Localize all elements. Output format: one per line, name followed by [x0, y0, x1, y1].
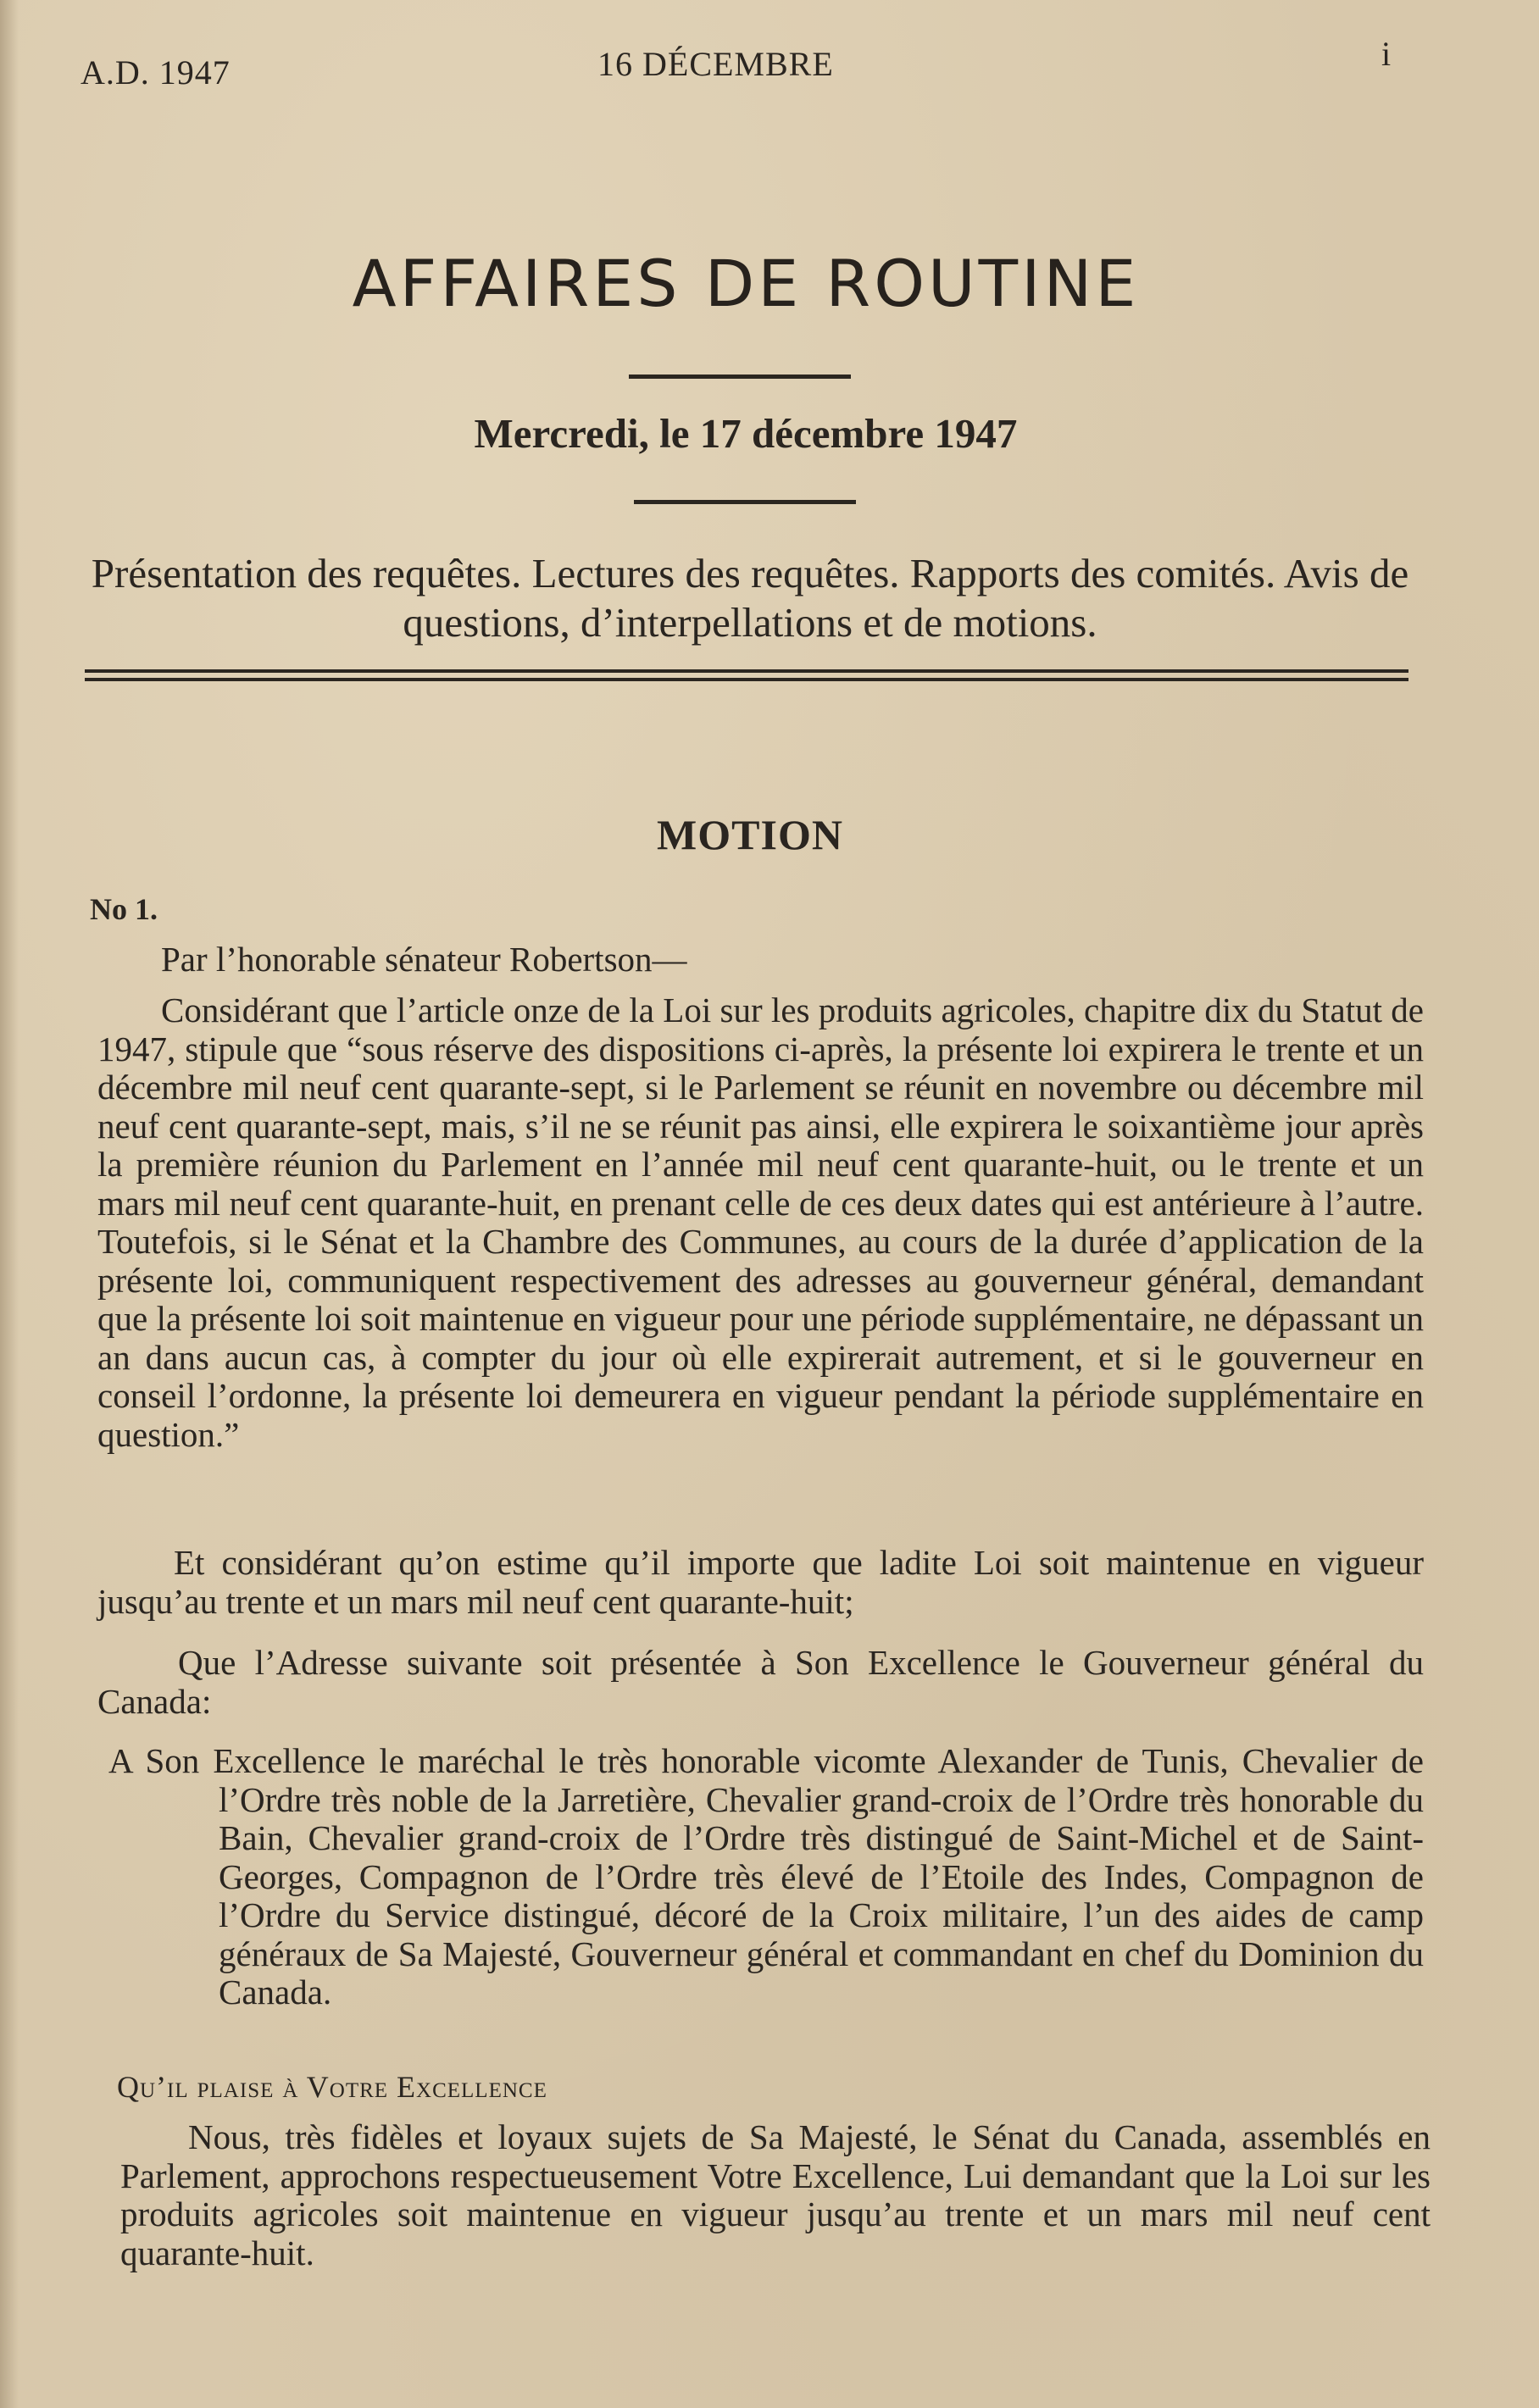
plaise-heading: Qu’il plaise à Votre Excellence	[117, 2070, 547, 2104]
header-year: A.D. 1947	[81, 53, 231, 92]
order-summary: Présentation des requêtes. Lectures des requêtes. Rapports des comités. Avis de questions, d’interpellations et de motions.	[91, 550, 1409, 646]
address-paragraph: A Son Excellence le maréchal le très honorable vicomte Alexander de Tunis, Chevalier de l’Ordre très noble de la Jarretière, Chevalier grand-croix de l’Ordre très honorable du Bain, Chevalier grand-croix de l’Ordre très distingué de Saint-Michel et de Saint-Georges, Compagnon de l’Ordre très élevé de l’Etoile des Indes, Compagnon de l’Ordre du Service distingué, décoré de la Croix militaire, l’un des aides de camp généraux de Sa Majesté, Gouverneur général et commandant en chef du Dominion du Canada.	[108, 1741, 1424, 2011]
considerant-paragraph: Considérant que l’article onze de la Loi sur les produits agricoles, chapitre dix du Statut de 1947, stipule que “sous réserve des dispositions ci-après, la présente loi expirera le trente et un décembre mil neuf cent quarante-sept, si le Parlement se réunit en novembre ou décembre mil neuf cent quarante-sept, mais, s’il ne se réunit pas ainsi, elle expirera le soixantième jour après la première réunion du Parlement en l’année mil neuf cent quarante-huit, ou le trente et un mars mil neuf cent quarante-huit, en prenant celle de ces deux dates qui est antérieure à l’autre. Toutefois, si le Sénat et la Chambre des Communes, au cours de la durée d’application de la présente loi, communiquent respectivement des adresses au gouverneur général, demandant que la présente loi soit maintenue en vigueur pour une période supplémentaire, ne dépassant un an dans aucun cas, à compter du jour où elle expirerait autrement, et si le gouverneur en conseil l’ordonne, la présente loi demeurera en vigueur pendant la période supplémentaire en question.”	[97, 990, 1424, 1454]
header-date: 16 DÉCEMBRE	[597, 45, 834, 83]
et-considerant-paragraph: Et considérant qu’on estime qu’il importe que ladite Loi soit maintenue en vigueur jusqu’au trente et un mars mil neuf cent quarante-huit;	[97, 1543, 1424, 1621]
section-divider	[85, 669, 1408, 681]
section-title: MOTION	[657, 811, 843, 858]
motion-number: No 1.	[90, 892, 158, 926]
nous-paragraph: Nous, très fidèles et loyaux sujets de Sa Majesté, le Sénat du Canada, assemblés en Parlement, approchons respectueusement Votre Excellence, Lui demandant que la Loi sur les produits agricoles soit maintenue en vigueur jusqu’au trente et un mars mil neuf cent quarante-huit.	[120, 2117, 1431, 2272]
que-paragraph: Que l’Adresse suivante soit présentée à Son Excellence le Gouverneur général du Canada:	[97, 1643, 1424, 1721]
motion-mover: Par l’honorable sénateur Robertson—	[161, 940, 687, 979]
session-date: Mercredi, le 17 décembre 1947	[474, 410, 1018, 457]
title-rule	[629, 375, 851, 379]
page-title: AFFAIRES DE ROUTINE	[352, 246, 1140, 321]
page-number: i	[1381, 35, 1392, 73]
date-rule	[634, 500, 856, 504]
page-edge-shadow	[0, 0, 19, 2408]
